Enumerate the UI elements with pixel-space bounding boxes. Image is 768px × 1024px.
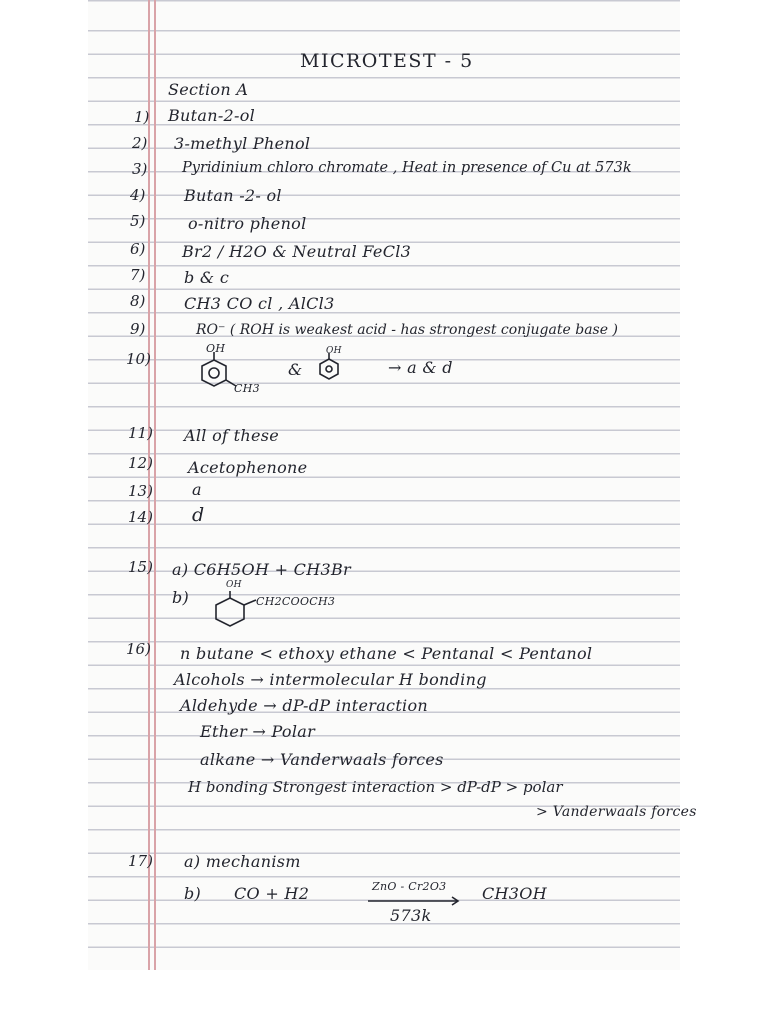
answer-number: 14) — [128, 508, 153, 526]
answer-number: 11) — [128, 424, 153, 442]
answer-number: 4) — [130, 186, 146, 204]
q15-part-a: a) C6H5OH + CH3Br — [172, 560, 351, 579]
q16-line: n butane < ethoxy ethane < Pentanal < Pentanol — [180, 644, 593, 663]
q16-line: alkane → Vanderwaals forces — [200, 750, 444, 769]
oh-label: OH — [326, 346, 342, 356]
meta-cresol-structure — [184, 342, 274, 402]
answer-number: 2) — [132, 134, 148, 152]
answer-text: Butan -2- ol — [184, 186, 282, 205]
answer-text: All of these — [184, 426, 279, 445]
answer-number: 3) — [132, 160, 148, 178]
answer-text: Butan-2-ol — [168, 106, 256, 125]
answer-text: RO⁻ ( ROH is weakest acid - has strongest conjugate base ) — [196, 322, 618, 338]
answer-number: 12) — [128, 454, 153, 472]
answer-text: Acetophenone — [188, 458, 308, 477]
q17-part-b-label: b) — [184, 884, 202, 903]
answer-text: → a & d — [388, 358, 453, 377]
q15-part-b-label: b) — [172, 588, 190, 607]
notebook-page — [88, 0, 697, 970]
ampersand: & — [288, 360, 303, 379]
q15-substituent: CH2COOCH3 — [256, 595, 336, 608]
answer-text: Br2 / H2O & Neutral FeCl3 — [182, 242, 412, 261]
q17-temperature: 573k — [390, 906, 432, 925]
answer-text: Pyridinium chloro chromate , Heat in presence of Cu at 573k — [182, 160, 632, 176]
q16-line: Ether → Polar — [200, 722, 316, 741]
answer-text: CH3 CO cl , AlCl3 — [184, 294, 335, 313]
answer-number: 7) — [130, 266, 146, 284]
answer-number: 17) — [128, 852, 153, 870]
section-heading: Section A — [168, 80, 249, 99]
answer-number: 16) — [126, 640, 151, 658]
q17-catalyst: ZnO - Cr2O3 — [372, 880, 447, 893]
q17-reactants: CO + H2 — [234, 884, 310, 903]
answer-number: 13) — [128, 482, 153, 500]
answer-number: 5) — [130, 212, 146, 230]
q17-product: CH3OH — [482, 884, 547, 903]
q16-line: Alcohols → intermolecular H bonding — [174, 670, 487, 689]
answer-number: 15) — [128, 558, 153, 576]
margin-line-right — [154, 0, 156, 970]
ch3-label: CH3 — [234, 382, 260, 395]
answer-number: 6) — [130, 240, 146, 258]
q17-part-a: a) mechanism — [184, 852, 301, 871]
answer-number: 10) — [126, 350, 151, 368]
answer-text: a — [192, 480, 202, 499]
answer-number: 8) — [130, 292, 146, 310]
oh-label: OH — [226, 580, 242, 590]
oh-label: OH — [206, 342, 226, 355]
cyclohexanol-structure — [208, 585, 288, 635]
answer-text: o-nitro phenol — [188, 214, 307, 233]
answer-number: 9) — [130, 320, 146, 338]
page-title: MICROTEST - 5 — [300, 50, 474, 72]
q16-line: > Vanderwaals forces — [536, 804, 697, 820]
answer-text: d — [192, 504, 205, 526]
answer-text: 3-methyl Phenol — [174, 134, 311, 153]
answer-text: b & c — [184, 268, 230, 287]
q16-line: H bonding Strongest interaction > dP-dP > polar — [188, 778, 563, 796]
answer-number: 1) — [134, 108, 150, 126]
q16-line: Aldehyde → dP-dP interaction — [180, 696, 429, 715]
